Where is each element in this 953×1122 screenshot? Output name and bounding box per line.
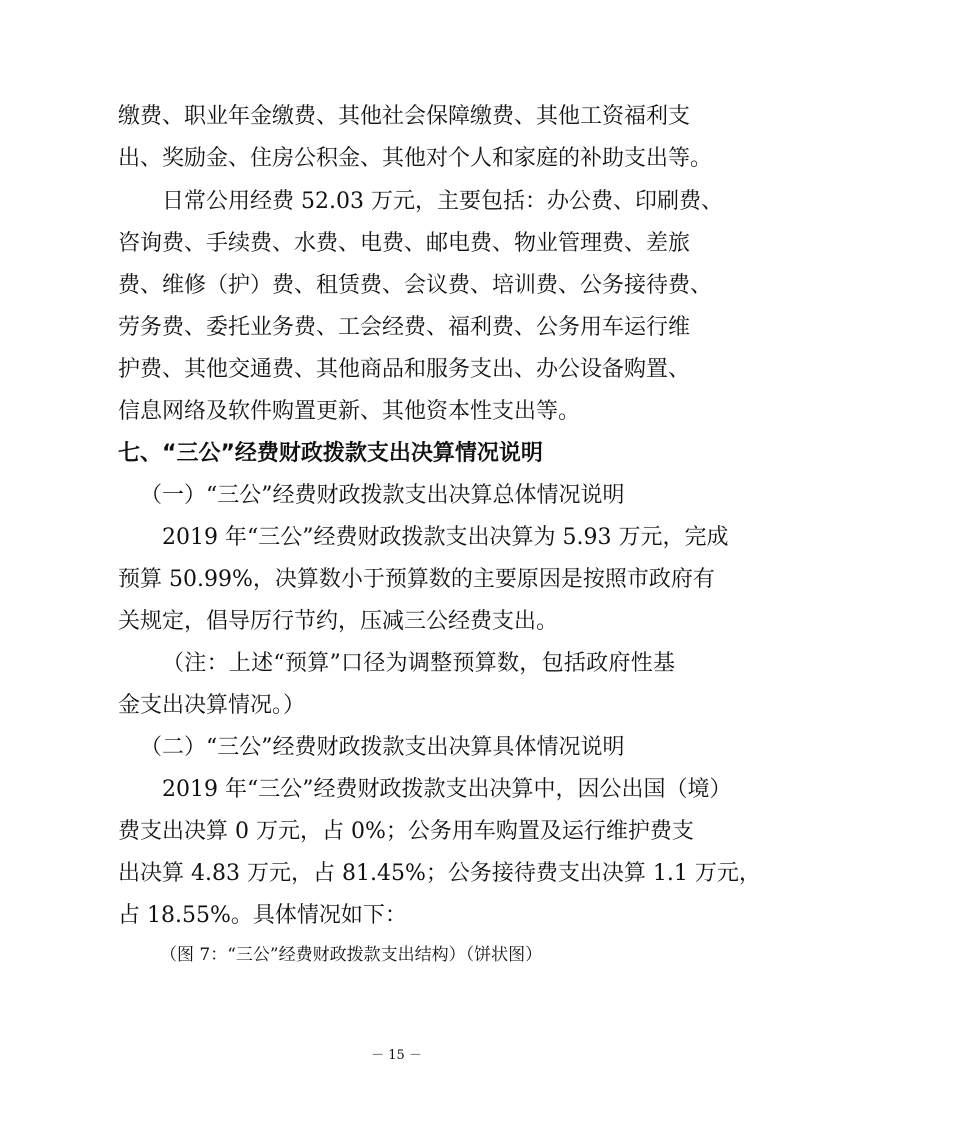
body-line: 关规定，倡导厉行节约，压减三公经费支出。 <box>118 609 559 634</box>
page-number: － 15 － <box>371 1048 422 1063</box>
section-heading: 七、“三公”经费财政拨款支出决算情况说明 <box>118 441 543 466</box>
body-line: 预算 50.99%，决算数小于预算数的主要原因是按照市政府有 <box>118 567 715 592</box>
body-line: 2019 年“三公”经费财政拨款支出决算中，因公出国（境） <box>162 777 732 802</box>
note-line: （注：上述“预算”口径为调整预算数，包括政府性基 <box>162 651 675 676</box>
body-line: 劳务费、委托业务费、工会经费、福利费、公务用车运行维 <box>118 315 691 340</box>
body-line: 日常公用经费 52.03 万元，主要包括：办公费、印刷费、 <box>162 189 723 214</box>
subsection-heading: （一）“三公”经费财政拨款支出决算总体情况说明 <box>140 483 625 508</box>
body-line: 咨询费、手续费、水费、电费、邮电费、物业管理费、差旅 <box>118 231 691 256</box>
subsection-heading: （二）“三公”经费财政拨款支出决算具体情况说明 <box>140 735 625 760</box>
body-line: 出、奖励金、住房公积金、其他对个人和家庭的补助支出等。 <box>118 146 713 171</box>
body-line: 费支出决算 0 万元，占 0%；公务用车购置及运行维护费支 <box>118 819 694 844</box>
body-line: 缴费、职业年金缴费、其他社会保障缴费、其他工资福利支 <box>118 104 691 129</box>
body-line: 占 18.55%。具体情况如下： <box>118 903 407 928</box>
body-line: 费、维修（护）费、租赁费、会议费、培训费、公务接待费、 <box>118 273 713 298</box>
body-line: 出决算 4.83 万元，占 81.45%；公务接待费支出决算 1.1 万元， <box>118 861 761 886</box>
figure-caption: （图 7：“三公”经费财政拨款支出结构）（饼状图） <box>160 945 543 965</box>
body-line: 2019 年“三公”经费财政拨款支出决算为 5.93 万元，完成 <box>162 525 729 550</box>
body-line: 信息网络及软件购置更新、其他资本性支出等。 <box>118 399 581 424</box>
body-line: 护费、其他交通费、其他商品和服务支出、办公设备购置、 <box>118 357 691 382</box>
note-line: 金支出决算情况。） <box>118 693 306 718</box>
